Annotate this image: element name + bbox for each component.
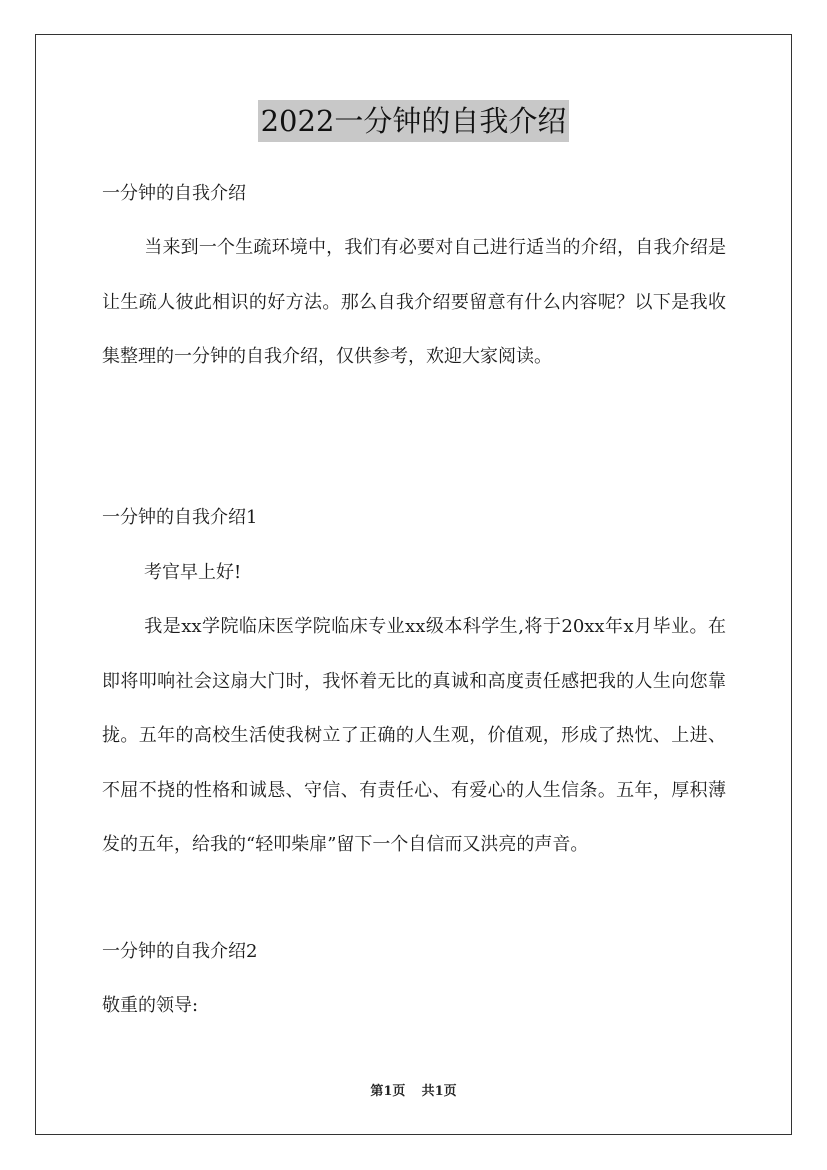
section1-heading: 一分钟的自我介绍1 (102, 507, 258, 528)
intro-paragraph: 当来到一个生疏环境中，我们有必要对自己进行适当的介绍，自我介绍是让生疏人彼此相识的好方法。那么自我介绍要留意有什么内容呢？以下是我收集整理的一分钟的自我介绍，仅供参考，欢迎大家阅读。 (102, 237, 726, 367)
section1-paragraph: 我是xx学院临床医学院临床专业xx级本科学生,将于20xx年x月毕业。在即将叩响社会这扇大门时，我怀着无比的真诚和高度责任感把我的人生向您靠拢。五年的高校生活使我树立了正确的人生观，价值观，形成了热忱、上进、不屈不挠的性格和诚恳、守信、有责任心、有爱心的人生信条。五年，厚积薄发的五年，给我的“轻叩柴扉”留下一个自信而又洪亮的声音。 (102, 616, 726, 855)
document-title: 2022一分钟的自我介绍 (258, 100, 570, 142)
section2-heading: 一分钟的自我介绍2 (102, 941, 258, 962)
subtitle: 一分钟的自我介绍 (102, 183, 246, 204)
page-total: 共1页 (421, 1084, 457, 1099)
page-number: 第1页 (370, 1084, 406, 1099)
title-container (0, 100, 827, 142)
section1-greeting: 考官早上好! (144, 562, 242, 583)
section2-greeting: 敬重的领导: (102, 995, 199, 1016)
page-footer (0, 1083, 827, 1101)
